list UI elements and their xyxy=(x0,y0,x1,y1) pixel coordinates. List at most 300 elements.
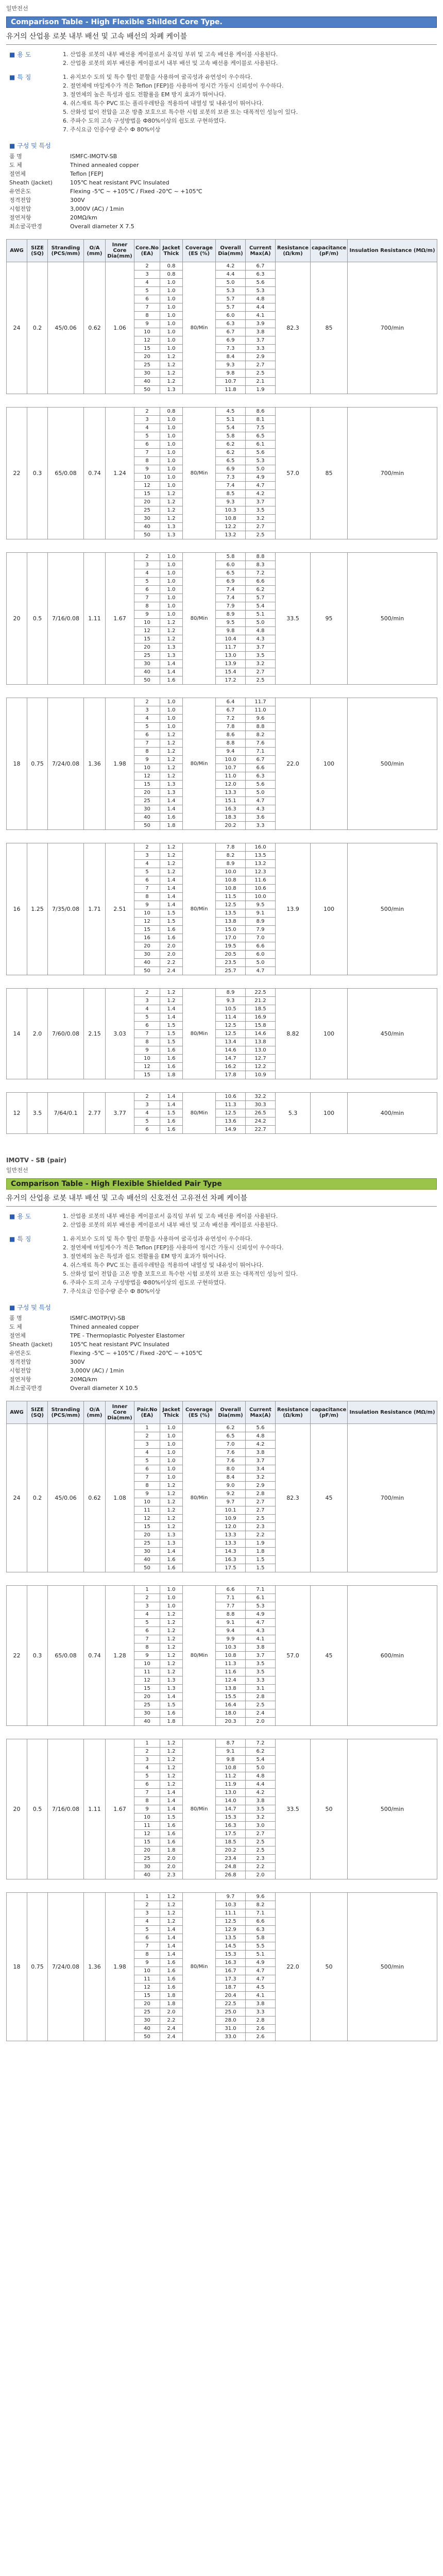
awg-cell: 24 xyxy=(7,1424,27,1572)
core-count-cell: 20 xyxy=(134,1693,160,1701)
group-gap xyxy=(7,830,437,843)
column-header: capacitance (pF/m) xyxy=(311,240,348,262)
section1-title-bar: Comparison Table - High Flexible Shilded Core Type. xyxy=(6,16,437,28)
current-max-cell: 2.8 xyxy=(246,1490,276,1498)
resistance-cell: 33.5 xyxy=(276,553,311,685)
overall-dia-cell: 7.9 xyxy=(216,602,246,611)
overall-dia-cell: 18.0 xyxy=(216,1709,246,1718)
core-count-cell: 5 xyxy=(134,868,160,876)
jacket-thick-cell: 1.6 xyxy=(160,1822,183,1830)
stranding-cell: 45/0.06 xyxy=(48,1424,84,1572)
spec-value: Teflon [FEP] xyxy=(70,171,104,177)
core-count-cell: 15 xyxy=(134,781,160,789)
core-count-cell: 30 xyxy=(134,2016,160,2025)
current-max-cell: 3.3 xyxy=(246,2008,276,2016)
jacket-thick-cell: 1.2 xyxy=(160,868,183,876)
core-count-cell: 20 xyxy=(134,1531,160,1539)
size-cell: 0.75 xyxy=(27,698,48,830)
section1-features xyxy=(6,73,437,134)
jacket-thick-cell: 1.3 xyxy=(160,1539,183,1548)
overall-dia-cell: 10.3 xyxy=(216,506,246,515)
core-count-cell: 4 xyxy=(134,1109,160,1117)
current-max-cell: 7.6 xyxy=(246,739,276,748)
jacket-thick-cell: 1.2 xyxy=(160,1772,183,1781)
jacket-thick-cell: 1.0 xyxy=(160,1473,183,1482)
spec-value: 3,000V (AC) / 1min xyxy=(70,1367,124,1374)
current-max-cell: 4.8 xyxy=(246,1772,276,1781)
current-max-cell: 2.7 xyxy=(246,361,276,369)
overall-dia-cell: 9.3 xyxy=(216,361,246,369)
core-count-cell: 4 xyxy=(134,860,160,868)
stranding-cell: 7/24/0.08 xyxy=(48,698,84,830)
overall-dia-cell: 13.8 xyxy=(216,1685,246,1693)
overall-dia-cell: 10.3 xyxy=(216,1643,246,1652)
overall-dia-cell: 17.3 xyxy=(216,1975,246,1984)
core-count-cell: 4 xyxy=(134,715,160,723)
capacitance-cell: 95 xyxy=(311,553,348,685)
spec-key: 절연체 xyxy=(9,171,26,177)
group-separator xyxy=(7,1572,437,1586)
overall-dia-cell: 13.0 xyxy=(216,1789,246,1797)
jacket-thick-cell: 1.0 xyxy=(160,553,183,561)
core-count-cell: 8 xyxy=(134,1643,160,1652)
group-separator xyxy=(7,1079,437,1093)
core-count-cell: 30 xyxy=(134,1709,160,1718)
current-max-cell: 21.2 xyxy=(246,997,276,1005)
current-max-cell: 2.0 xyxy=(246,1718,276,1726)
core-count-cell: 7 xyxy=(134,303,160,312)
overall-dia-cell: 13.5 xyxy=(216,1934,246,1942)
capacitance-cell: 100 xyxy=(311,1093,348,1134)
current-max-cell: 18.5 xyxy=(246,1005,276,1013)
spec-row xyxy=(6,170,206,178)
group-separator xyxy=(7,1879,437,1893)
current-max-cell: 2.3 xyxy=(246,1855,276,1863)
oa-cell: 2.15 xyxy=(84,989,106,1079)
core-count-cell: 1 xyxy=(134,1586,160,1594)
spec-key: 유연온도 xyxy=(9,1350,31,1357)
jacket-thick-cell: 1.6 xyxy=(160,676,183,685)
column-header: Insulation Resistance (MΩ/m) xyxy=(348,240,437,262)
jacket-thick-cell: 1.0 xyxy=(160,303,183,312)
overall-dia-cell: 11.7 xyxy=(216,643,246,652)
core-count-cell: 25 xyxy=(134,361,160,369)
overall-dia-cell: 8.2 xyxy=(216,852,246,860)
current-max-cell: 6.3 xyxy=(246,1926,276,1934)
overall-dia-cell: 6.5 xyxy=(216,569,246,578)
spec-row xyxy=(6,1375,206,1384)
overall-dia-cell: 6.2 xyxy=(216,440,246,449)
overall-dia-cell: 12.5 xyxy=(216,1109,246,1117)
overall-dia-cell: 20.3 xyxy=(216,1718,246,1726)
core-count-cell: 3 xyxy=(134,997,160,1005)
coverage-cell: 80/Min xyxy=(183,408,216,539)
core-count-cell: 4 xyxy=(134,424,160,432)
core-count-cell: 5 xyxy=(134,1926,160,1934)
core-count-cell: 3 xyxy=(134,561,160,569)
jacket-thick-cell: 1.4 xyxy=(160,1805,183,1814)
current-max-cell: 13.0 xyxy=(246,1046,276,1055)
jacket-thick-cell: 1.0 xyxy=(160,1586,183,1594)
column-header: Overall Dia(mm) xyxy=(216,240,246,262)
current-max-cell: 7.0 xyxy=(246,934,276,942)
core-count-cell: 50 xyxy=(134,2033,160,2041)
current-max-cell: 5.1 xyxy=(246,611,276,619)
jacket-thick-cell: 1.4 xyxy=(160,885,183,893)
overall-dia-cell: 17.2 xyxy=(216,676,246,685)
core-count-cell: 6 xyxy=(134,1627,160,1635)
core-count-cell: 50 xyxy=(134,967,160,975)
core-count-cell: 30 xyxy=(134,515,160,523)
overall-dia-cell: 12.2 xyxy=(216,523,246,531)
feature-line: 7. 주식요금 인증수량 준수 Ф 80%이상 xyxy=(63,1288,161,1295)
bullet-icon: ■ xyxy=(9,1304,18,1311)
resistance-cell: 22.0 xyxy=(276,1893,311,2041)
core-count-cell: 8 xyxy=(134,1951,160,1959)
jacket-thick-cell: 1.2 xyxy=(160,1660,183,1668)
bullet-icon: ■ xyxy=(9,1235,15,1243)
current-max-cell: 30.3 xyxy=(246,1101,276,1109)
jacket-thick-cell: 1.4 xyxy=(160,797,183,805)
core-count-cell: 5 xyxy=(134,1013,160,1022)
group-gap xyxy=(7,975,437,989)
jacket-thick-cell: 1.6 xyxy=(160,1709,183,1718)
jacket-thick-cell: 1.4 xyxy=(160,1093,183,1101)
core-count-cell: 15 xyxy=(134,345,160,353)
jacket-thick-cell: 1.0 xyxy=(160,295,183,303)
overall-dia-cell: 22.5 xyxy=(216,2000,246,2008)
core-count-cell: 40 xyxy=(134,668,160,676)
spec-value: Flexing -5℃ ~ +105℃ / Fixed -20℃ ~ +105℃ xyxy=(70,1350,202,1357)
core-count-cell: 40 xyxy=(134,378,160,386)
jacket-thick-cell: 1.2 xyxy=(160,1523,183,1531)
stranding-cell: 65/0.08 xyxy=(48,1586,84,1726)
insulation-resistance-cell: 500/min xyxy=(348,1739,437,1879)
overall-dia-cell: 14.3 xyxy=(216,1548,246,1556)
inner-core-cell: 3.03 xyxy=(106,989,134,1079)
capacitance-cell: 45 xyxy=(311,1424,348,1572)
spec-row xyxy=(6,187,206,196)
current-max-cell: 10.0 xyxy=(246,893,276,901)
core-count-cell: 5 xyxy=(134,287,160,295)
jacket-thick-cell: 2.0 xyxy=(160,942,183,951)
current-max-cell: 12.7 xyxy=(246,1055,276,1063)
core-count-cell: 7 xyxy=(134,1473,160,1482)
core-count-cell: 5 xyxy=(134,1772,160,1781)
overall-dia-cell: 10.7 xyxy=(216,764,246,772)
core-count-cell: 15 xyxy=(134,490,160,498)
jacket-thick-cell: 1.6 xyxy=(160,1984,183,1992)
jacket-thick-cell: 1.2 xyxy=(160,860,183,868)
spec-row xyxy=(6,213,206,222)
overall-dia-cell: 6.0 xyxy=(216,561,246,569)
jacket-thick-cell: 1.4 xyxy=(160,1005,183,1013)
top-category-label: 일반전선 xyxy=(6,5,28,12)
column-header: Current Max(A) xyxy=(246,1401,276,1424)
coverage-cell: 80/Min xyxy=(183,989,216,1079)
jacket-thick-cell: 1.0 xyxy=(160,586,183,594)
current-max-cell: 12.3 xyxy=(246,868,276,876)
overall-dia-cell: 31.0 xyxy=(216,2025,246,2033)
jacket-thick-cell: 1.4 xyxy=(160,660,183,668)
overall-dia-cell: 14.7 xyxy=(216,1055,246,1063)
core-count-cell: 7 xyxy=(134,1789,160,1797)
current-max-cell: 2.4 xyxy=(246,1709,276,1718)
section1-comparison-table xyxy=(6,239,437,1134)
awg-cell: 14 xyxy=(7,989,27,1079)
core-count-cell: 2 xyxy=(134,1594,160,1602)
core-count-cell: 5 xyxy=(134,723,160,731)
core-count-cell: 12 xyxy=(134,1830,160,1838)
spec-value: 20MΩ/km xyxy=(70,1376,97,1383)
feature-line: 4. 쉬스재료 특수 PVC 또는 폴리우레탄을 적용하여 내열성 및 내유성이 뛰어나다. xyxy=(63,1262,264,1268)
current-max-cell: 8.2 xyxy=(246,1901,276,1909)
column-header: Coverage (ES (%) xyxy=(183,240,216,262)
current-max-cell: 2.7 xyxy=(246,1498,276,1506)
feature-list xyxy=(63,1234,298,1296)
jacket-thick-cell: 1.4 xyxy=(160,805,183,814)
core-count-cell: 3 xyxy=(134,416,160,424)
overall-dia-cell: 11.8 xyxy=(216,386,246,394)
resistance-cell: 82.3 xyxy=(276,1424,311,1572)
column-header: Insulation Resistance (MΩ/m) xyxy=(348,1401,437,1424)
column-header: SIZE (SQ) xyxy=(27,240,48,262)
current-max-cell: 4.9 xyxy=(246,1959,276,1967)
current-max-cell: 2.5 xyxy=(246,1846,276,1855)
core-count-cell: 10 xyxy=(134,473,160,482)
core-count-cell: 2 xyxy=(134,698,160,706)
jacket-thick-cell: 1.2 xyxy=(160,1627,183,1635)
table-row xyxy=(7,1093,437,1101)
core-count-cell: 15 xyxy=(134,635,160,643)
current-max-cell: 10.9 xyxy=(246,1071,276,1079)
core-count-cell: 3 xyxy=(134,1101,160,1109)
purpose-line: 2. 산업용 로봇의 외부 배선용 케이블로서 내부 배선 및 고속 배선용 케이블로 사용된다. xyxy=(63,60,278,66)
coverage-cell: 80/Min xyxy=(183,1893,216,2041)
feature-line: 1. 유지보수 도의 및 특수 할인 분할을 사용하여 굴곡성과 유연성이 우수하다. xyxy=(63,74,252,80)
overall-dia-cell: 9.8 xyxy=(216,627,246,635)
jacket-thick-cell: 1.6 xyxy=(160,1126,183,1134)
core-count-cell: 30 xyxy=(134,951,160,959)
awg-cell: 20 xyxy=(7,1739,27,1879)
jacket-thick-cell: 1.0 xyxy=(160,1457,183,1465)
jacket-thick-cell: 1.4 xyxy=(160,1013,183,1022)
current-max-cell: 6.6 xyxy=(246,578,276,586)
core-count-cell: 3 xyxy=(134,706,160,715)
jacket-thick-cell: 1.4 xyxy=(160,1693,183,1701)
column-header: Jacket Thick xyxy=(160,240,183,262)
current-max-cell: 4.8 xyxy=(246,627,276,635)
core-count-cell: 50 xyxy=(134,822,160,830)
overall-dia-cell: 12.5 xyxy=(216,901,246,909)
spec-key: Sheath (Jacket) xyxy=(9,1341,53,1348)
core-count-cell: 7 xyxy=(134,449,160,457)
current-max-cell: 4.1 xyxy=(246,1635,276,1643)
jacket-thick-cell: 1.0 xyxy=(160,320,183,328)
core-count-cell: 10 xyxy=(134,1660,160,1668)
jacket-thick-cell: 1.2 xyxy=(160,369,183,378)
coverage-cell: 80/Min xyxy=(183,553,216,685)
resistance-cell: 13.9 xyxy=(276,843,311,975)
stranding-cell: 7/60/0.08 xyxy=(48,989,84,1079)
spec-row xyxy=(6,196,206,205)
core-count-cell: 3 xyxy=(134,852,160,860)
insulation-resistance-cell: 500/min xyxy=(348,843,437,975)
overall-dia-cell: 6.2 xyxy=(216,449,246,457)
spec-row xyxy=(6,222,206,231)
bullet-icon: ■ xyxy=(9,1213,15,1220)
overall-dia-cell: 10.9 xyxy=(216,1515,246,1523)
overall-dia-cell: 12.9 xyxy=(216,1926,246,1934)
spec-value: 20MΩ/km xyxy=(70,214,97,221)
jacket-thick-cell: 1.0 xyxy=(160,602,183,611)
core-count-cell: 8 xyxy=(134,1038,160,1046)
core-count-cell: 50 xyxy=(134,1564,160,1572)
jacket-thick-cell: 1.6 xyxy=(160,1055,183,1063)
overall-dia-cell: 6.7 xyxy=(216,328,246,336)
current-max-cell: 2.8 xyxy=(246,2016,276,2025)
insulation-resistance-cell: 500/min xyxy=(348,1893,437,2041)
current-max-cell: 3.8 xyxy=(246,1797,276,1805)
jacket-thick-cell: 1.2 xyxy=(160,1781,183,1789)
jacket-thick-cell: 2.4 xyxy=(160,967,183,975)
current-max-cell: 8.9 xyxy=(246,918,276,926)
jacket-thick-cell: 1.2 xyxy=(160,1748,183,1756)
jacket-thick-cell: 1.8 xyxy=(160,1846,183,1855)
current-max-cell: 2.5 xyxy=(246,369,276,378)
core-count-cell: 6 xyxy=(134,295,160,303)
spec-value: 300V xyxy=(70,197,85,204)
jacket-thick-cell: 1.3 xyxy=(160,643,183,652)
awg-cell: 16 xyxy=(7,843,27,975)
core-count-cell: 7 xyxy=(134,885,160,893)
overall-dia-cell: 8.8 xyxy=(216,1611,246,1619)
current-max-cell: 24.2 xyxy=(246,1117,276,1126)
spec-key: 도 체 xyxy=(9,162,22,168)
overall-dia-cell: 7.8 xyxy=(216,723,246,731)
jacket-thick-cell: 1.2 xyxy=(160,1893,183,1901)
current-max-cell: 6.2 xyxy=(246,586,276,594)
current-max-cell: 8.8 xyxy=(246,553,276,561)
current-max-cell: 5.6 xyxy=(246,279,276,287)
core-count-cell: 40 xyxy=(134,1871,160,1879)
purpose-list xyxy=(63,1212,278,1229)
awg-cell: 18 xyxy=(7,698,27,830)
current-max-cell: 3.1 xyxy=(246,1685,276,1693)
overall-dia-cell: 7.6 xyxy=(216,1457,246,1465)
overall-dia-cell: 13.8 xyxy=(216,918,246,926)
overall-dia-cell: 6.9 xyxy=(216,465,246,473)
current-max-cell: 11.7 xyxy=(246,698,276,706)
group-separator xyxy=(7,539,437,553)
jacket-thick-cell: 1.2 xyxy=(160,515,183,523)
current-max-cell: 2.5 xyxy=(246,531,276,539)
core-count-cell: 3 xyxy=(134,1602,160,1611)
current-max-cell: 4.7 xyxy=(246,797,276,805)
jacket-thick-cell: 1.3 xyxy=(160,523,183,531)
inner-core-cell: 2.51 xyxy=(106,843,134,975)
current-max-cell: 13.8 xyxy=(246,1038,276,1046)
jacket-thick-cell: 2.3 xyxy=(160,1871,183,1879)
current-max-cell: 3.8 xyxy=(246,328,276,336)
core-count-cell: 10 xyxy=(134,328,160,336)
section2-spec xyxy=(6,1303,437,1393)
current-max-cell: 2.5 xyxy=(246,676,276,685)
spec-row xyxy=(6,152,206,161)
overall-dia-cell: 14.0 xyxy=(216,1797,246,1805)
overall-dia-cell: 6.5 xyxy=(216,457,246,465)
insulation-resistance-cell: 450/min xyxy=(348,989,437,1079)
jacket-thick-cell: 1.2 xyxy=(160,739,183,748)
current-max-cell: 7.1 xyxy=(246,1586,276,1594)
current-max-cell: 4.7 xyxy=(246,482,276,490)
awg-cell: 22 xyxy=(7,408,27,539)
current-max-cell: 6.2 xyxy=(246,1748,276,1756)
jacket-thick-cell: 1.5 xyxy=(160,1109,183,1117)
overall-dia-cell: 8.8 xyxy=(216,739,246,748)
spec-row xyxy=(6,1349,206,1358)
jacket-thick-cell: 1.4 xyxy=(160,893,183,901)
group-separator xyxy=(7,975,437,989)
current-max-cell: 5.6 xyxy=(246,449,276,457)
feature-line: 2. 절연체에 마일게수가 적은 Teflon [FEP]를 사용하여 정시간 가동시 신뢰성이 우수하다. xyxy=(63,1244,284,1251)
current-max-cell: 5.3 xyxy=(246,1602,276,1611)
current-max-cell: 7.2 xyxy=(246,1739,276,1748)
spec-key: 품 명 xyxy=(9,153,22,160)
overall-dia-cell: 10.8 xyxy=(216,515,246,523)
core-count-cell: 8 xyxy=(134,1797,160,1805)
core-count-cell: 15 xyxy=(134,1838,160,1846)
overall-dia-cell: 12.0 xyxy=(216,781,246,789)
spec-row xyxy=(6,161,206,170)
jacket-thick-cell: 1.2 xyxy=(160,1515,183,1523)
oa-cell: 1.11 xyxy=(84,1739,106,1879)
overall-dia-cell: 14.7 xyxy=(216,1805,246,1814)
jacket-thick-cell: 1.0 xyxy=(160,569,183,578)
spec-value: 300V xyxy=(70,1359,85,1365)
core-count-cell: 15 xyxy=(134,1685,160,1693)
overall-dia-cell: 4.5 xyxy=(216,408,246,416)
overall-dia-cell: 12.5 xyxy=(216,1030,246,1038)
bullet-icon: ■ xyxy=(9,142,18,149)
spec-row xyxy=(6,205,206,213)
core-count-cell: 6 xyxy=(134,876,160,885)
current-max-cell: 11.0 xyxy=(246,706,276,715)
core-count-cell: 30 xyxy=(134,805,160,814)
core-count-cell: 2 xyxy=(134,262,160,270)
feature-line: 6. 주파수 도의 고속 구성방법을 Ф80%이상의 쉽도로 구현하였다. xyxy=(63,117,226,124)
overall-dia-cell: 5.7 xyxy=(216,295,246,303)
jacket-thick-cell: 1.0 xyxy=(160,457,183,465)
core-count-cell: 40 xyxy=(134,814,160,822)
inner-core-cell: 1.98 xyxy=(106,698,134,830)
jacket-thick-cell: 1.2 xyxy=(160,1611,183,1619)
overall-dia-cell: 26.8 xyxy=(216,1871,246,1879)
current-max-cell: 4.2 xyxy=(246,1440,276,1449)
overall-dia-cell: 20.5 xyxy=(216,951,246,959)
overall-dia-cell: 11.5 xyxy=(216,893,246,901)
core-count-cell: 40 xyxy=(134,1718,160,1726)
core-count-cell: 25 xyxy=(134,652,160,660)
current-max-cell: 26.5 xyxy=(246,1109,276,1117)
overall-dia-cell: 11.6 xyxy=(216,1668,246,1676)
overall-dia-cell: 16.4 xyxy=(216,1701,246,1709)
capacitance-cell: 50 xyxy=(311,1739,348,1879)
core-count-cell: 9 xyxy=(134,1805,160,1814)
core-count-cell: 11 xyxy=(134,1506,160,1515)
current-max-cell: 4.4 xyxy=(246,1781,276,1789)
jacket-thick-cell: 1.2 xyxy=(160,1635,183,1643)
